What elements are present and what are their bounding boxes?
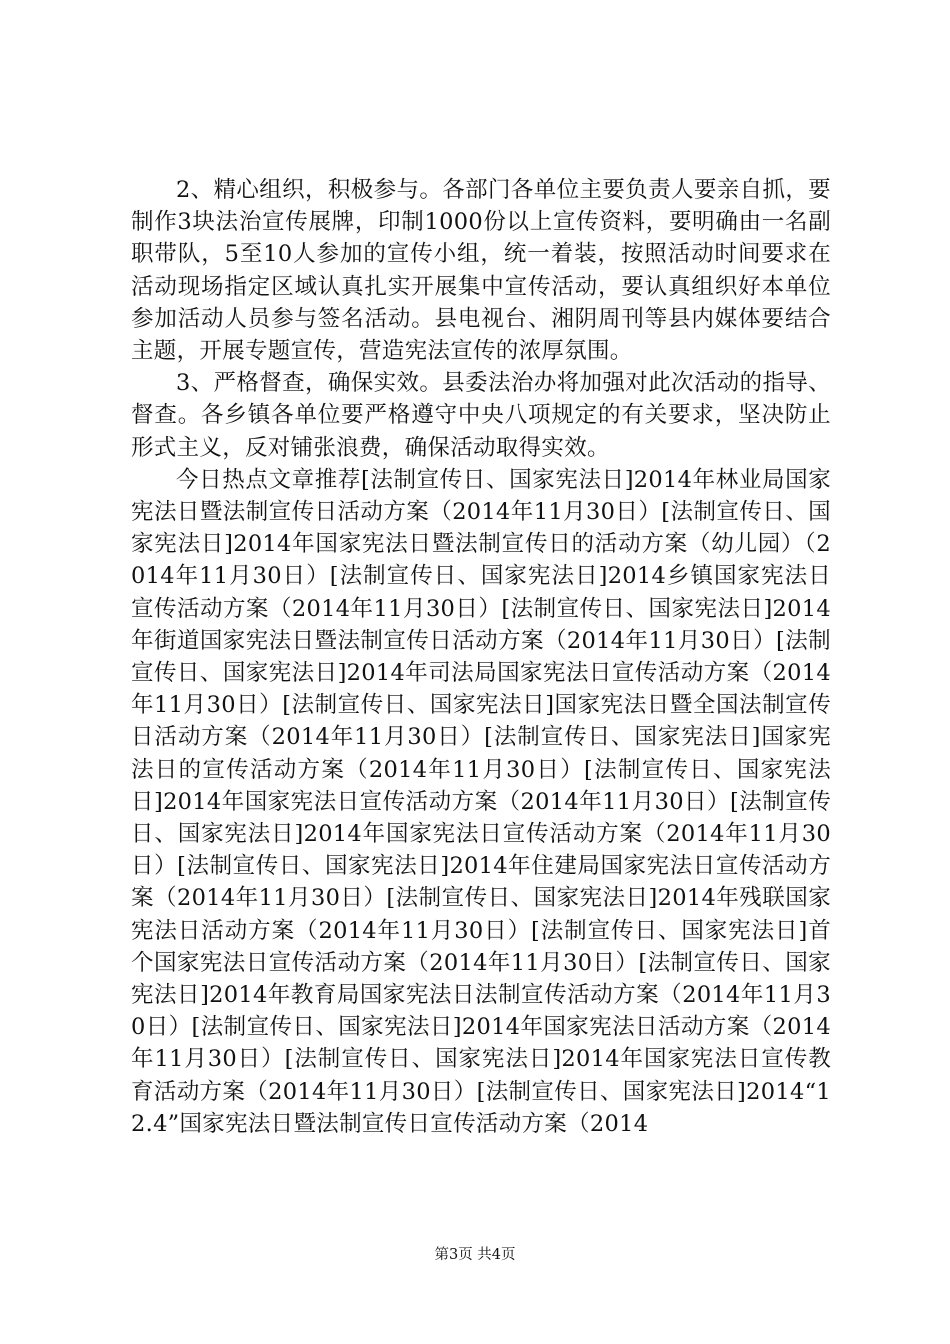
paragraph-recommended-articles: 今日热点文章推荐[法制宣传日、国家宪法日]2014年林业局国家宪法日暨法制宣传日活动方案（2014年11月30日）[法制宣传日、国家宪法日]2014年国家宪法日暨法制宣传日的活动方案（幼儿园）（2014年11月30日）[法制宣传日、国家宪法日]2014乡镇国家宪法日宣传活动方案（2014年11月30日）[法制宣传日、国家宪法日]2014年街道国家宪法日暨法制宣传日活动方案（2014年11月30日）[法制宣传日、国家宪法日]2014年司法局国家宪法日宣传活动方案（2014年11月30日）[法制宣传日、国家宪法日]国家宪法日暨全国法制宣传日活动方案（2014年11月30日）[法制宣传日、国家宪法日]国家宪法日的宣传活动方案（2014年11月30日）[法制宣传日、国家宪法日]2014年国家宪法日宣传活动方案（2014年11月30日）[法制宣传日、国家宪法日]2014年国家宪法日宣传活动方案（2014年11月30日）[法制宣传日、国家宪法日]2014年住建局国家宪法日宣传活动方案（2014年11月30日）[法制宣传日、国家宪法日]2014年残联国家宪法日活动方案（2014年11月30日）[法制宣传日、国家宪法日]首个国家宪法日宣传活动方案（2014年11月30日）[法制宣传日、国家宪法日]2014年教育局国家宪法日法制宣传活动方案（2014年11月30日）[法制宣传日、国家宪法日]2014年国家宪法日活动方案（2014年11月30日）[法制宣传日、国家宪法日]2014年国家宪法日宣传教育活动方案（2014年11月30日）[法制宣传日、国家宪法日]2014“12.4”国家宪法日暨法制宣传日宣传活动方案（2014: [131, 466, 831, 1137]
document-body: [131, 174, 831, 1140]
page-footer: 第3页 共4页: [434, 1247, 516, 1263]
paragraph-supervise-ensure: 3、严格督查，确保实效。县委法治办将加强对此次活动的指导、督查。各乡镇各单位要严格遵守中央八项规定的有关要求，坚决防止形式主义，反对铺张浪费，确保活动取得实效。: [131, 370, 831, 461]
paragraph-organize-participate: 2、精心组织，积极参与。各部门各单位主要负责人要亲自抓，要制作3块法治宣传展牌，印制1000份以上宣传资料，要明确由一名副职带队，5至10人参加的宣传小组，统一着装，按照活动时间要求在活动现场指定区域认真扎实开展集中宣传活动，要认真组织好本单位参加活动人员参与签名活动。县电视台、湘阴周刊等县内媒体要结合主题，开展专题宣传，营造宪法宣传的浓厚氛围。: [131, 177, 831, 365]
